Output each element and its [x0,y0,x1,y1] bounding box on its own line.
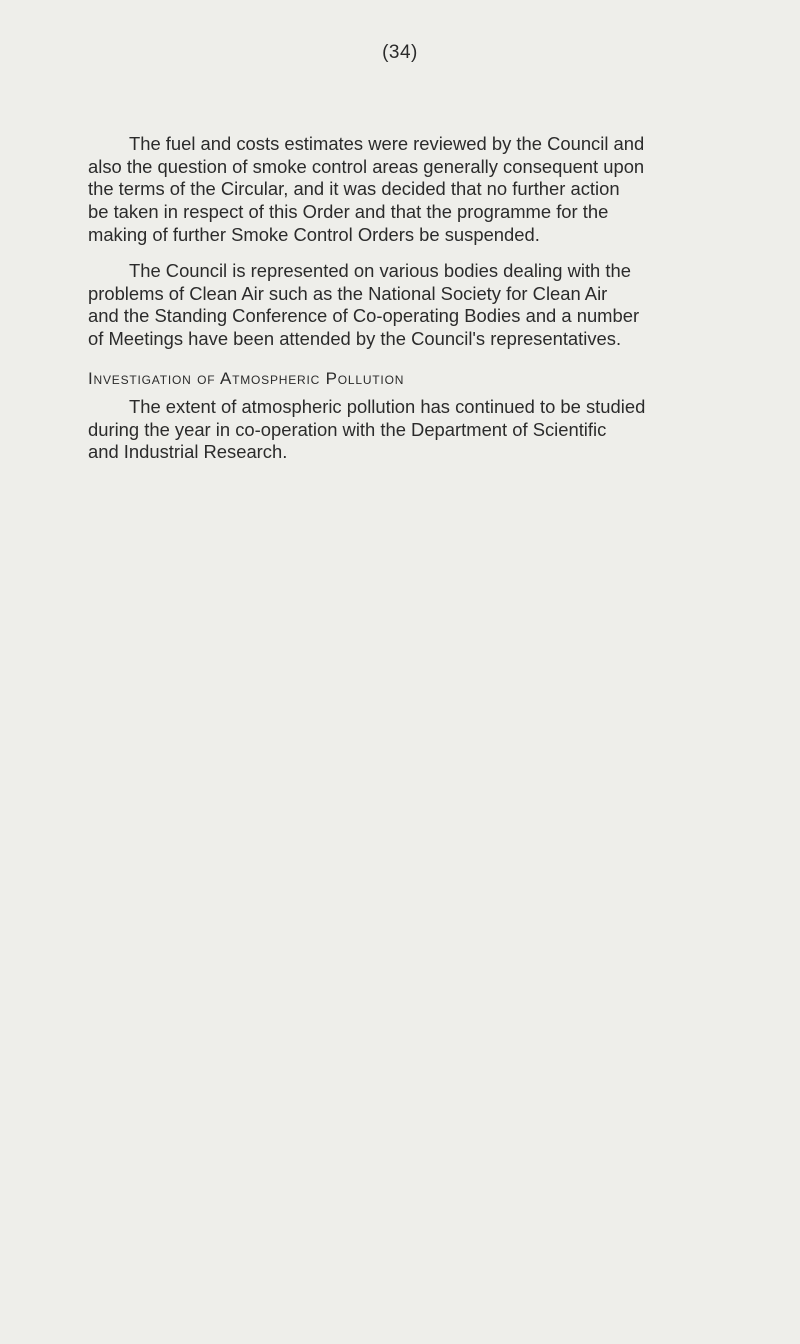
section-heading: Investigation of Atmospheric Pollution [88,369,405,388]
paragraph-council-representation: The Council is represented on various bodies dealing with the problems of Clean Air such as the National Society for Clean Air and the Standing Conference of Co-operating Bodies and a number of Meetings have been attended by the Council's representatives. [88,260,640,350]
paragraph-fuel-costs: The fuel and costs estimates were reviewed by the Council and also the question of smoke control areas generally consequent upon the terms of the Circular, and it was decided that no further action be taken in respect of this Order and that the programme for the making of further Smoke Control Orders be suspended. [88,133,645,245]
page-number: (34) [382,42,418,63]
paragraph-atmospheric-pollution: The extent of atmospheric pollution has continued to be studied during the year in co-operation with the Department of Scientific and Industrial Research. [88,396,646,463]
